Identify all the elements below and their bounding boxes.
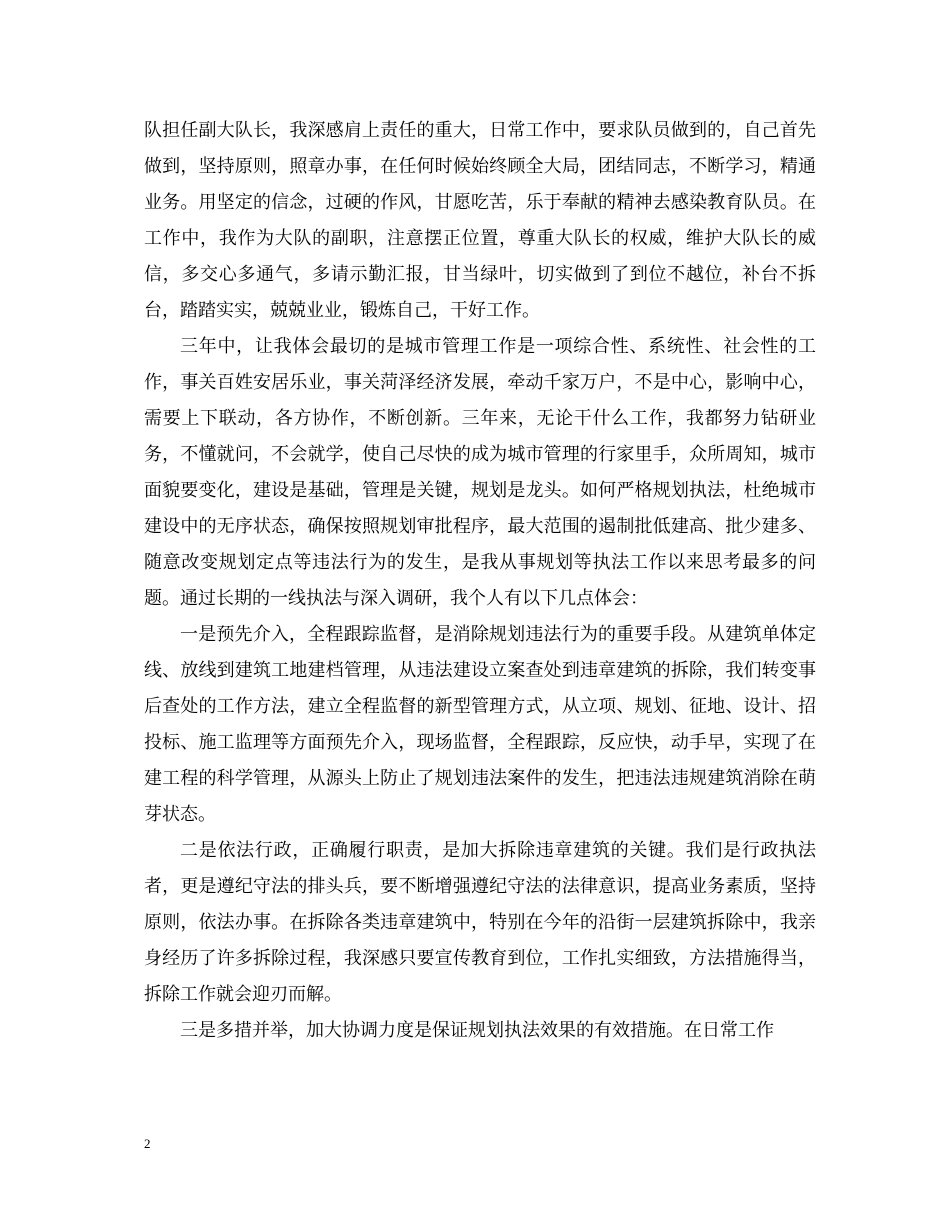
paragraph-continuation: 队担任副大队长，我深感肩上责任的重大，日常工作中，要求队员做到的，自己首先做到，坚持原则，照章办事，在任何时候始终顾全大局，团结同志，不断学习，精通业务。用坚定的信念，过硬的作风，甘愿吃苦，乐于奉献的精神去感染教育队员。在工作中，我作为大队的副职，注意摆正位置，尊重大队长的权威，维护大队长的威信，多交心多通气，多请示勤汇报，甘当绿叶，切实做到了到位不越位，补台不拆台，踏踏实实，兢兢业业，锻炼自己，干好工作。 bbox=[144, 120, 816, 321]
paragraph: 二是依法行政，正确履行职责，是加大拆除违章建筑的关键。我们是行政执法者，更是遵纪守法的排头兵，要不断增强遵纪守法的法律意识，提高业务素质，坚持原则，依法办事。在拆除各类违章建筑中，特别在今年的沿街一层建筑拆除中，我亲身经历了许多拆除过程，我深感只要宣传教育到位，工作扎实细致，方法措施得当，拆除工作就会迎刃而解。 bbox=[144, 840, 816, 1005]
document-body bbox=[144, 113, 816, 1049]
paragraph: 三是多措并举，加大协调力度是保证规划执法效果的有效措施。在日常工作 bbox=[180, 1020, 774, 1041]
page-number: 2 bbox=[144, 1136, 151, 1151]
paragraph: 三年中，让我体会最切的是城市管理工作是一项综合性、系统性、社会性的工作，事关百姓安居乐业，事关菏泽经济发展，牵动千家万户，不是中心，影响中心，需要上下联动，各方协作，不断创新。三年来，无论干什么工作，我都努力钻研业务，不懂就问，不会就学，使自己尽快的成为城市管理的行家里手，众所周知，城市面貌要变化，建设是基础，管理是关键，规划是龙头。如何严格规划执法，杜绝城市建设中的无序状态，确保按照规划审批程序，最大范围的遏制批低建高、批少建多、随意改变规划定点等违法行为的发生，是我从事规划等执法工作以来思考最多的问题。通过长期的一线执法与深入调研，我个人有以下几点体会： bbox=[144, 336, 816, 609]
paragraph: 一是预先介入，全程跟踪监督，是消除规划违法行为的重要手段。从建筑单体定线、放线到建筑工地建档管理，从违法建设立案查处到违章建筑的拆除，我们转变事后查处的工作方法，建立全程监督的新型管理方式，从立项、规划、征地、设计、招投标、施工监理等方面预先介入，现场监督，全程跟踪，反应快，动手早，实现了在建工程的科学管理，从源头上防止了规划违法案件的发生，把违法违规建筑消除在萌芽状态。 bbox=[144, 624, 816, 825]
